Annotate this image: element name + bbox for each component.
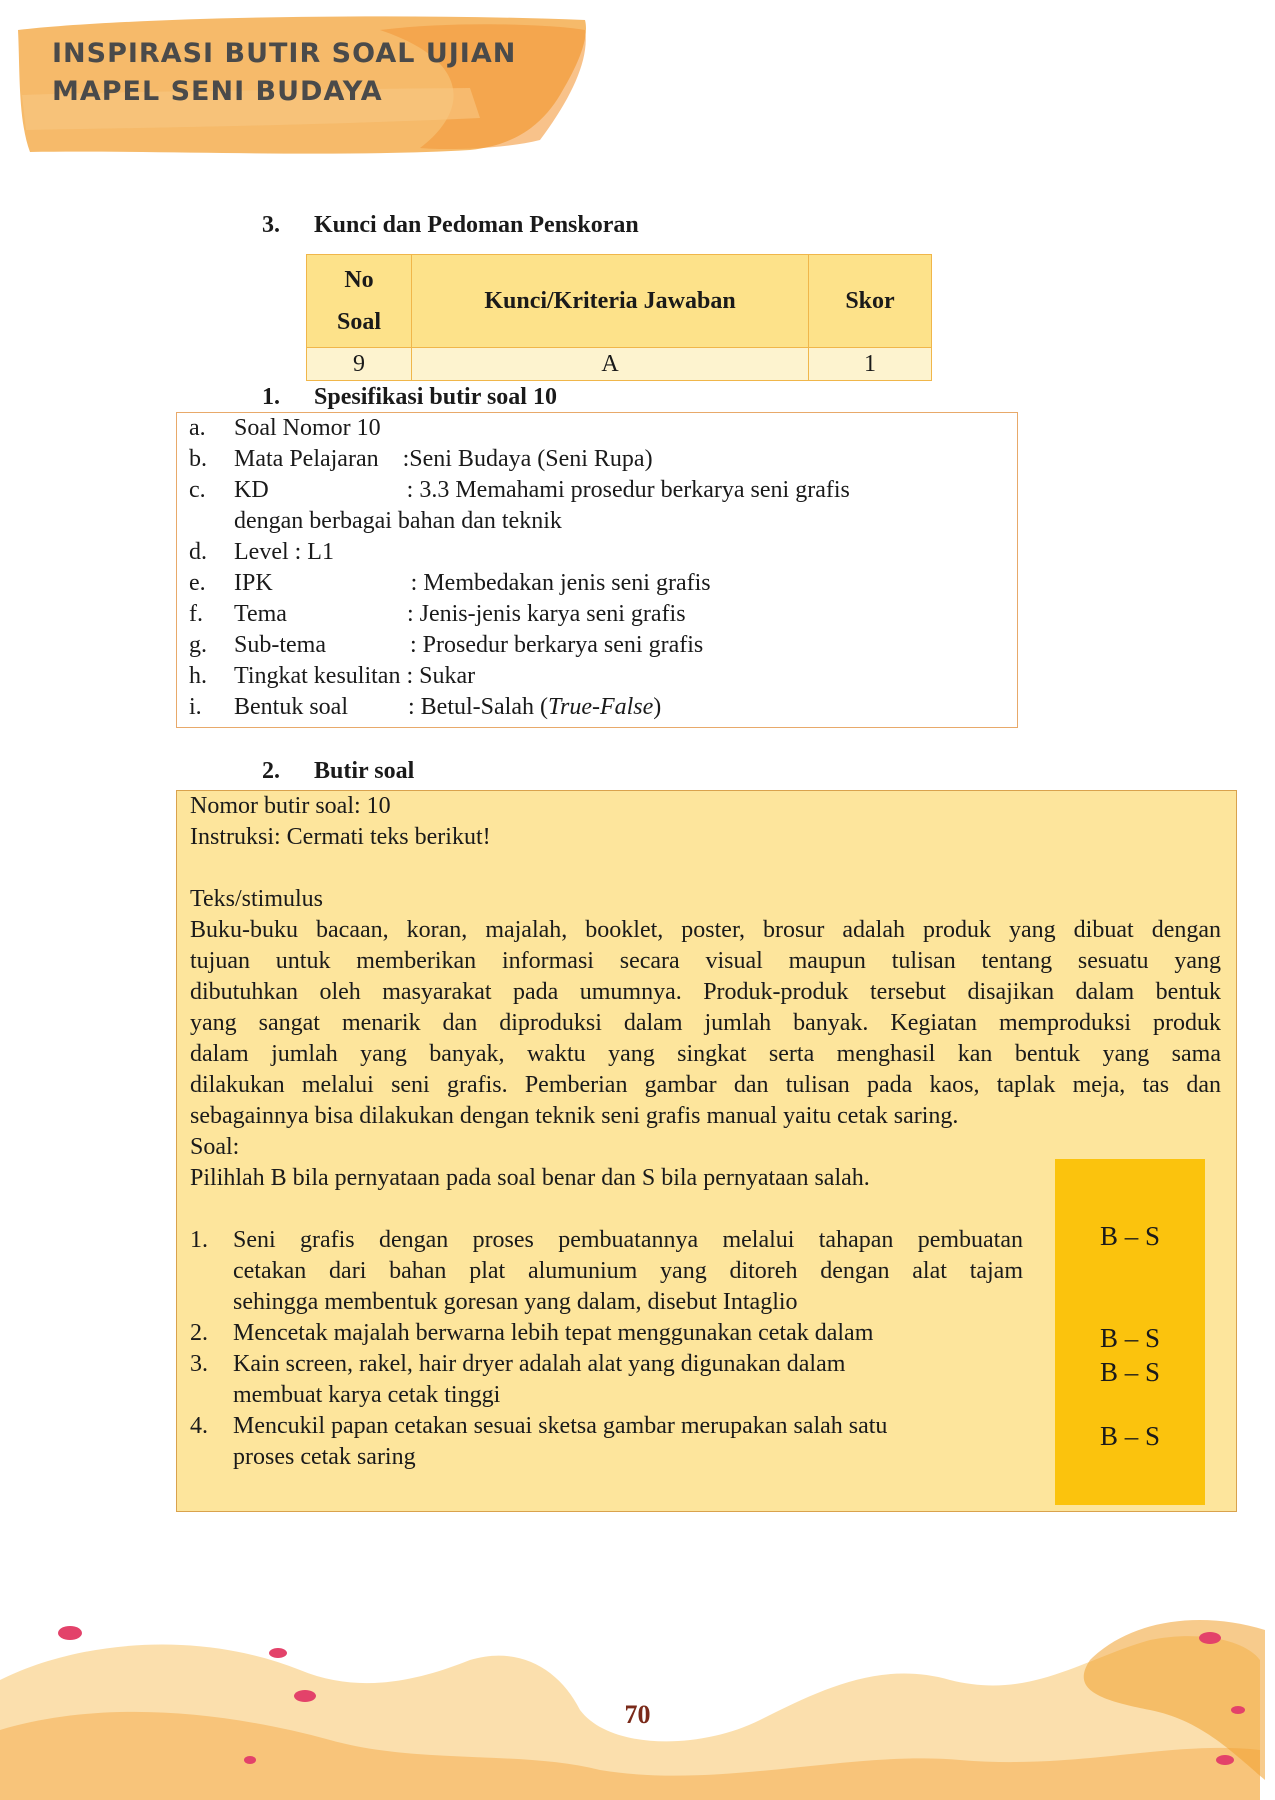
- table-header-no-line1: No: [344, 267, 374, 293]
- question-number: Nomor butir soal: 10: [190, 793, 391, 819]
- section3-title: Kunci dan Pedoman Penskoran: [314, 212, 639, 238]
- table-row: [307, 348, 932, 381]
- cell-key: A: [412, 348, 809, 381]
- section2-title: Butir soal: [314, 758, 415, 784]
- statement-line: membuat karya cetak tinggi: [233, 1382, 501, 1408]
- answer-option-3: B – S: [1099, 1357, 1161, 1387]
- answer-option-2: B – S: [1099, 1323, 1161, 1353]
- answer-option-1: B – S: [1099, 1221, 1161, 1251]
- stimulus-line: dalam jumlah yang banyak, waktu yang singkat serta menghasil kan bentuk yang sama: [190, 1041, 1221, 1067]
- section1-title: Spesifikasi butir soal 10: [314, 384, 557, 410]
- spec-letter: e.: [189, 570, 206, 596]
- statement-number: 4.: [190, 1413, 208, 1439]
- section2-number: 2.: [262, 758, 280, 784]
- section3-heading: [262, 212, 639, 239]
- table-header-no: [307, 255, 412, 348]
- statement-line: sehingga membentuk goresan yang dalam, disebut Intaglio: [233, 1289, 798, 1315]
- question-box: [176, 790, 1237, 1512]
- spec-item: [189, 446, 653, 473]
- stimulus-label: Teks/stimulus: [190, 886, 323, 912]
- section2-heading: [262, 758, 414, 785]
- spec-letter: a.: [189, 415, 206, 441]
- spec-item: [189, 508, 562, 535]
- spec-letter: d.: [189, 539, 207, 565]
- spec-letter: h.: [189, 663, 207, 689]
- spec-text: IPK : Membedakan jenis seni grafis: [234, 570, 711, 596]
- spec-item: [189, 415, 381, 442]
- spec-letter: i.: [189, 694, 202, 720]
- statement-line: Mencukil papan cetakan sesuai sketsa gambar merupakan salah satu: [233, 1413, 888, 1439]
- spec-text: Soal Nomor 10: [234, 415, 381, 441]
- statement-number: 2.: [190, 1320, 208, 1346]
- section3-number: 3.: [262, 212, 280, 238]
- table-header-key: Kunci/Kriteria Jawaban: [412, 255, 809, 348]
- stimulus-line: dilakukan melalui seni grafis. Pemberian gambar dan tulisan pada kaos, taplak meja, tas dan: [190, 1072, 1221, 1098]
- cell-score: 1: [809, 348, 932, 381]
- statement-number: 3.: [190, 1351, 208, 1377]
- spec-letter: b.: [189, 446, 207, 472]
- spec-item: [189, 539, 334, 566]
- statement-number: 1.: [190, 1227, 208, 1253]
- spec-text: dengan berbagai bahan dan teknik: [234, 508, 562, 534]
- statement-line: Mencetak majalah berwarna lebih tepat menggunakan cetak dalam: [233, 1320, 874, 1346]
- spec-item: [189, 601, 686, 628]
- page-number: 70: [624, 1700, 651, 1729]
- spec-letter: c.: [189, 477, 206, 503]
- spec-bentuk-italic: True-False: [547, 694, 654, 720]
- table-header-score: Skor: [809, 255, 932, 348]
- stimulus-line: yang sangat menarik dan diproduksi dalam jumlah banyak. Kegiatan memproduksi produk: [190, 1010, 1221, 1036]
- cell-no: 9: [307, 348, 412, 381]
- spec-item: [189, 570, 711, 597]
- question-instruction: Instruksi: Cermati teks berikut!: [190, 824, 491, 850]
- statement-line: cetakan dari bahan plat alumunium yang ditoreh dengan alat tajam: [233, 1258, 1023, 1284]
- spec-text: Mata Pelajaran :Seni Budaya (Seni Rupa): [234, 446, 653, 472]
- spec-letter: f.: [189, 601, 203, 627]
- spec-bentuk-close: ): [653, 694, 662, 720]
- statement-line: proses cetak saring: [233, 1444, 416, 1470]
- header-title-line2: MAPEL SENI BUDAYA: [52, 76, 383, 107]
- section1-number: 1.: [262, 384, 280, 410]
- answer-key-table: [306, 254, 932, 381]
- statement-line: Kain screen, rakel, hair dryer adalah alat yang digunakan dalam: [233, 1351, 846, 1377]
- soal-label: Soal:: [190, 1134, 240, 1160]
- soal-instruction: Pilihlah B bila pernyataan pada soal benar dan S bila pernyataan salah.: [190, 1165, 870, 1191]
- stimulus-line: sebagainnya bisa dilakukan dengan teknik seni grafis manual yaitu cetak saring.: [190, 1103, 959, 1129]
- answer-panel: [1055, 1159, 1205, 1505]
- spec-item: [189, 477, 850, 504]
- spec-item: [189, 632, 703, 659]
- stimulus-line: tujuan untuk memberikan informasi secara visual maupun tulisan tentang sesuatu yang: [190, 948, 1221, 974]
- stimulus-line: dibutuhkan oleh masyarakat pada umumnya. Produk-produk tersebut disajikan dalam bentuk: [190, 979, 1221, 1005]
- table-header-no-line2: Soal: [336, 309, 381, 335]
- header-title-line1: INSPIRASI BUTIR SOAL UJIAN: [52, 38, 517, 69]
- spec-text: Tingkat kesulitan : Sukar: [234, 663, 476, 689]
- stimulus-line: Buku-buku bacaan, koran, majalah, booklet, poster, brosur adalah produk yang dibuat dengan: [190, 917, 1221, 943]
- spec-letter: g.: [189, 632, 207, 658]
- spec-text: Bentuk soal : Betul-Salah (: [234, 694, 548, 720]
- spec-text: Sub-tema : Prosedur berkarya seni grafis: [234, 632, 704, 658]
- statement-line: Seni grafis dengan proses pembuatannya melalui tahapan pembuatan: [233, 1227, 1023, 1253]
- specification-box: [176, 412, 1018, 728]
- answer-option-4: B – S: [1099, 1421, 1161, 1451]
- spec-text: KD : 3.3 Memahami prosedur berkarya seni grafis: [234, 477, 850, 503]
- spec-item: [189, 663, 475, 690]
- spec-text: Level : L1: [234, 539, 334, 565]
- spec-item: [189, 694, 661, 721]
- section1-heading: [262, 384, 557, 411]
- spec-text: Tema : Jenis-jenis karya seni grafis: [234, 601, 686, 627]
